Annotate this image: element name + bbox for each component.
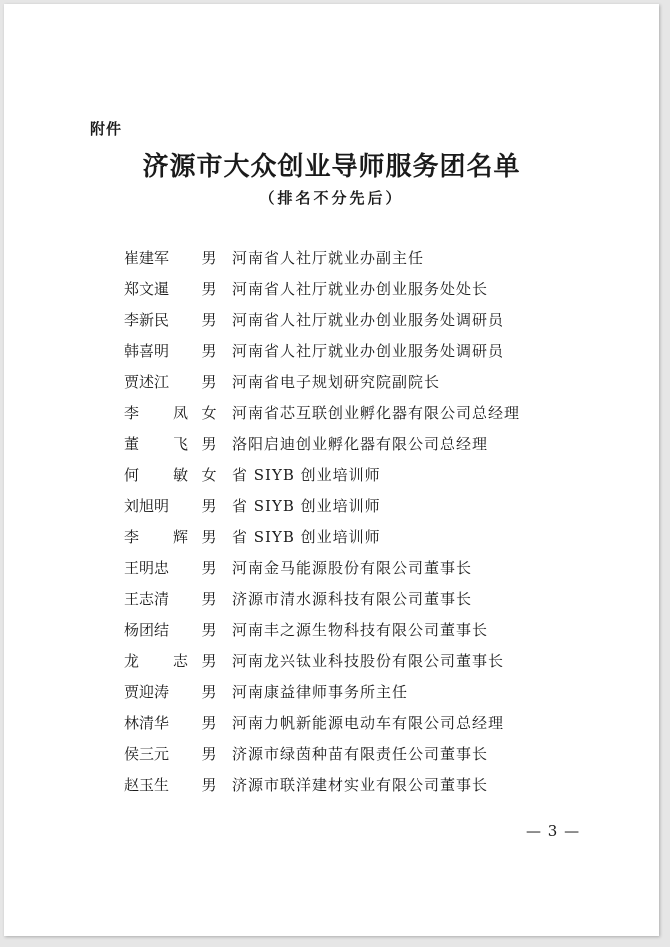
list-item [124,588,574,619]
document-page [4,4,659,936]
member-gender: 男 [201,280,217,298]
member-position: 河南省人社厅就业办副主任 [232,249,425,267]
list-item [124,619,574,650]
member-gender: 男 [201,342,217,360]
member-gender: 男 [201,249,217,267]
document-title: 济源市大众创业导师服务团名单 [142,152,521,182]
member-gender: 男 [201,559,217,577]
member-gender: 男 [201,714,217,732]
member-position: 济源市绿茵种苗有限责任公司董事长 [232,745,489,763]
list-item [124,278,574,309]
member-name: 林清华 [124,714,170,732]
list-item [124,464,574,495]
member-name: 韩喜明 [124,342,170,360]
member-position: 河南省人社厅就业办创业服务处调研员 [232,311,505,329]
member-name: 崔建军 [124,249,170,267]
list-item [124,650,574,681]
member-gender: 男 [201,497,217,515]
member-name: 刘旭明 [124,497,170,515]
member-name: 董 飞 [124,435,188,453]
list-item [124,371,574,402]
member-name: 贾述江 [124,373,170,391]
list-item [124,495,574,526]
member-gender: 男 [201,590,217,608]
member-position: 河南丰之源生物科技有限公司董事长 [232,621,489,639]
list-item [124,340,574,371]
member-position: 省 SIYB 创业培训师 [232,497,381,515]
list-item [124,774,574,805]
member-position: 济源市清水源科技有限公司董事长 [232,590,473,608]
list-item [124,712,574,743]
member-name: 郑文暹 [124,280,170,298]
list-item [124,247,574,278]
list-item [124,681,574,712]
member-gender: 男 [201,683,217,701]
attachment-label: 附件 [90,120,123,138]
member-gender: 男 [201,652,217,670]
list-item [124,309,574,340]
member-name: 李新民 [124,311,170,329]
member-name: 王明忠 [124,559,170,577]
member-name: 赵玉生 [124,776,170,794]
member-position: 河南省人社厅就业办创业服务处处长 [232,280,489,298]
member-list [124,247,574,805]
member-name: 贾迎涛 [124,683,170,701]
list-item [124,433,574,464]
member-position: 河南康益律师事务所主任 [232,683,409,701]
member-gender: 女 [201,466,217,484]
member-gender: 男 [201,435,217,453]
member-position: 洛阳启迪创业孵化器有限公司总经理 [232,435,489,453]
member-name: 侯三元 [124,745,170,763]
member-position: 济源市联洋建材实业有限公司董事长 [232,776,489,794]
member-position: 省 SIYB 创业培训师 [232,466,381,484]
member-gender: 女 [201,404,217,422]
page-number: — 3 — [526,822,581,840]
member-position: 河南金马能源股份有限公司董事长 [232,559,473,577]
member-name: 龙 志 [124,652,188,670]
member-gender: 男 [201,745,217,763]
member-gender: 男 [201,373,217,391]
member-position: 河南力帆新能源电动车有限公司总经理 [232,714,505,732]
member-gender: 男 [201,621,217,639]
list-item [124,743,574,774]
list-item [124,557,574,588]
member-gender: 男 [201,528,217,546]
member-gender: 男 [201,776,217,794]
member-position: 河南省电子规划研究院副院长 [232,373,441,391]
list-item [124,402,574,433]
member-position: 河南省人社厅就业办创业服务处调研员 [232,342,505,360]
member-name: 何 敏 [124,466,188,484]
list-item [124,526,574,557]
member-position: 河南龙兴钛业科技股份有限公司董事长 [232,652,505,670]
member-gender: 男 [201,311,217,329]
member-name: 李 凤 [124,404,188,422]
member-name: 王志清 [124,590,170,608]
document-subtitle: （排名不分先后） [259,189,404,207]
member-name: 杨团结 [124,621,170,639]
member-position: 河南省芯互联创业孵化器有限公司总经理 [232,404,521,422]
member-name: 李 辉 [124,528,188,546]
member-position: 省 SIYB 创业培训师 [232,528,381,546]
